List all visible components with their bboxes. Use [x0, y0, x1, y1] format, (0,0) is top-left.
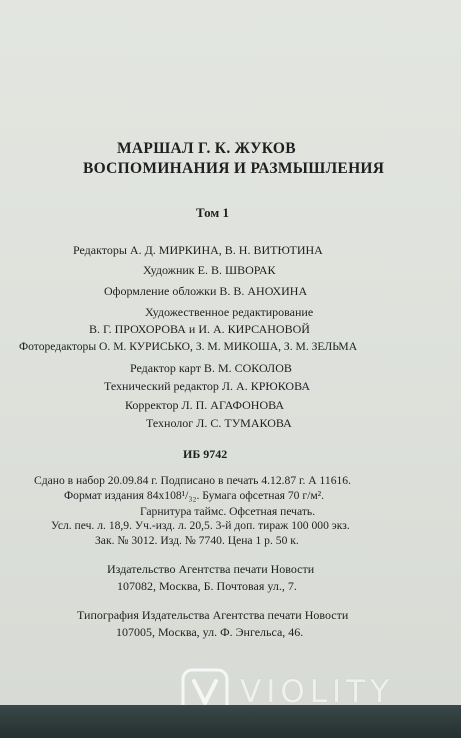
volume-label: Том 1 [196, 205, 229, 220]
credit-technologist: Технолог Л. С. ТУМАКОВА [146, 416, 292, 430]
colophon-line: Сдано в набор 20.09.84 г. Подписано в печать 4.12.87 г. А 11616. [34, 474, 351, 487]
author-heading: МАРШАЛ Г. К. ЖУКОВ [117, 140, 296, 157]
colophon-line: Гарнитура таймс. Офсетная печать. [140, 505, 316, 518]
credit-map-editor: Редактор карт В. М. СОКОЛОВ [130, 361, 292, 375]
printer-address: 107005, Москва, ул. Ф. Энгельса, 46. [116, 625, 304, 639]
violity-logo-icon [180, 667, 230, 705]
watermark-text: VIOLITY [240, 674, 395, 705]
credit-art-editing-label: Художественное редактирование [145, 305, 314, 319]
credit-photo-editors: Фоторедакторы О. М. КУРИСЬКО, З. М. МИКОША, З. М. ЗЕЛЬМА [19, 340, 358, 353]
colophon-line: Зак. № 3012. Изд. № 7740. Цена 1 р. 50 к. [95, 534, 299, 547]
publisher-address: 107082, Москва, Б. Почтовая ул., 7. [117, 579, 297, 593]
credit-editors: Редакторы А. Д. МИРКИНА, В. Н. ВИТЮТИНА [73, 243, 323, 257]
printer-name: Типография Издательства Агентства печати Новости [77, 608, 349, 622]
publisher-name: Издательство Агентства печати Новости [107, 562, 315, 576]
credit-cover-design: Оформление обложки В. В. АНОХИНА [104, 284, 308, 298]
credit-art-editing-names: В. Г. ПРОХОРОВА и И. А. КИРСАНОВОЙ [89, 322, 310, 336]
book-title: ВОСПОМИНАНИЯ И РАЗМЫШЛЕНИЯ [83, 160, 385, 177]
credit-tech-editor: Технический редактор Л. А. КРЮКОВА [104, 379, 311, 393]
colophon-line: Усл. печ. л. 18,9. Уч.-изд. л. 20,5. 3-й доп. тираж 100 000 экз. [51, 519, 350, 532]
watermark [180, 666, 394, 705]
credit-proofreader: Корректор Л. П. АГАФОНОВА [125, 398, 285, 412]
ib-number: ИБ 9742 [183, 447, 228, 461]
credit-artist: Художник Е. В. ШВОРАК [143, 263, 276, 277]
background-surface [0, 705, 461, 738]
colophon-line: Формат издания 84х108¹/₃₂. Бумага офсетная 70 г/м². [64, 489, 325, 502]
